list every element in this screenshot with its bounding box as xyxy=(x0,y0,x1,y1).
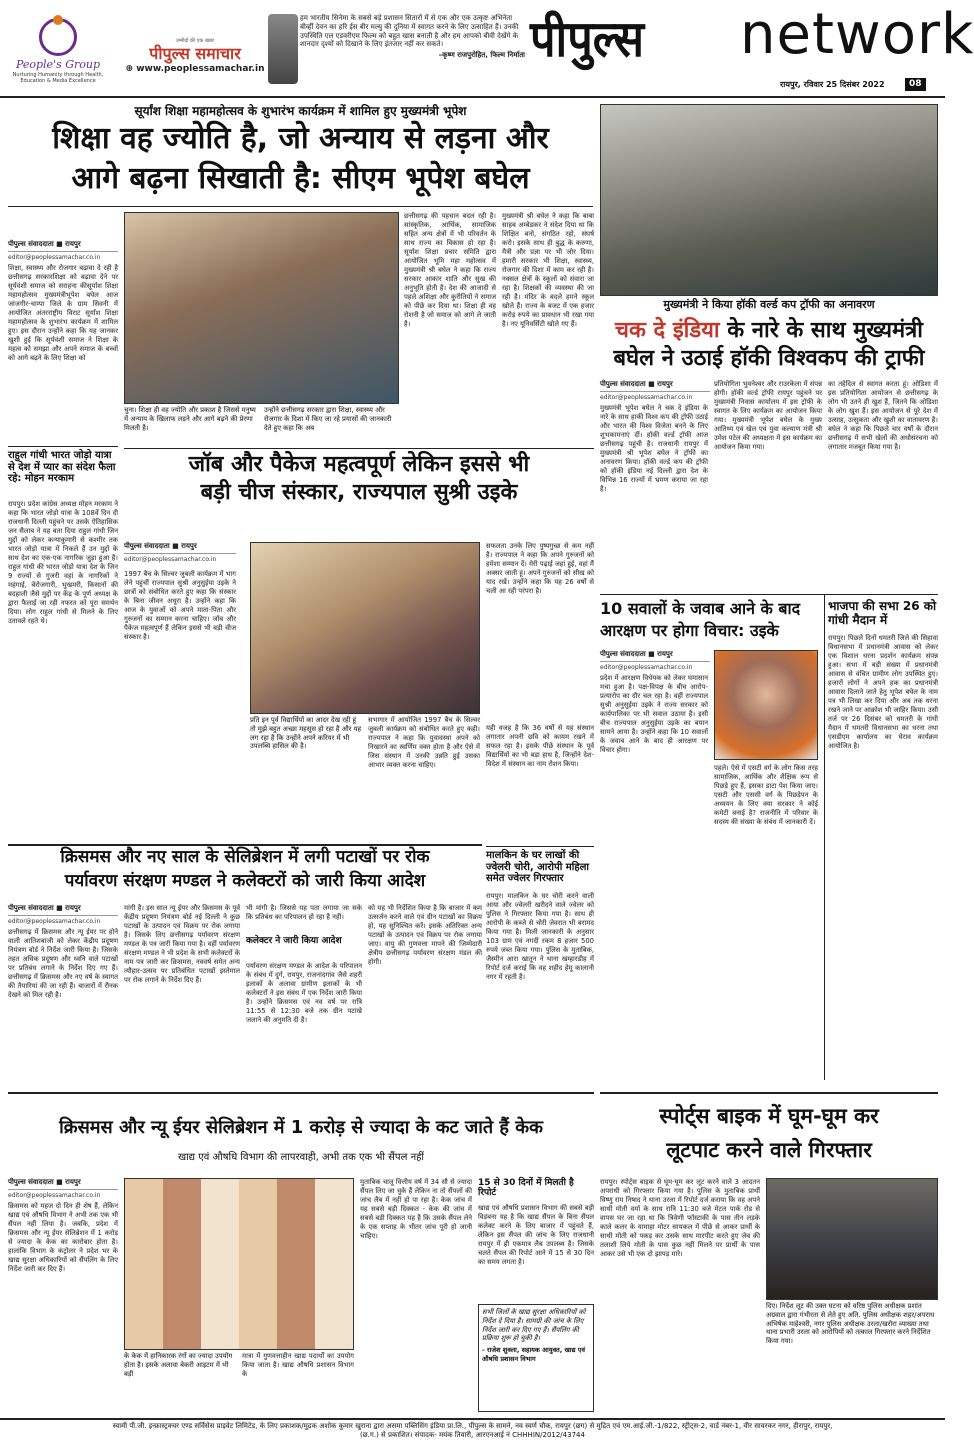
hockey-headline-line1 xyxy=(600,318,938,343)
hockey-headline-red: चक दे इंडिया xyxy=(614,318,720,343)
cake-subheadline: खाद्य एवं औषधि विभाग की लापरवाही, अभी तक एक भी सैंपल नहीं xyxy=(177,1152,425,1163)
brand-english: network xyxy=(740,2,974,67)
hockey-trophy-photo xyxy=(600,104,938,296)
story1-email: editor@peoplessamachar.co.in xyxy=(8,254,101,261)
story1-caption-2: उन्होंने छत्तीसगढ़ सरकार द्वारा शिक्षा, स्वास्थ्य और रोजगार के दिशा में किए जा रहे प्रयासों की जानकारी देते हुए कहा कि अब xyxy=(264,406,392,432)
cake-column-1: क्रिसमस को महज दो दिन ही शेष हैं, लेकिन खाद्य एवं औषधि विभाग ने अभी तक एक भी सैंपल नहीं लिया है। जबकि, प्रदेश में क्रिसमस और न्यू ईयर सेलिब्रेशन में 1 करोड़ से ज्यादा के केक का कारोबार होता है। हालांकि विभाग के कंट्रोलर ने प्रदेश भर के खाद्य सुरक्षा अधिकारियों को सैंपलिंग के लिए निर्देश जारी कर दिए हैं। xyxy=(8,1202,118,1273)
dateline: रायपुर, रविवार 25 दिसंबर 2022 xyxy=(780,80,885,89)
reservation-byline: पीपुल्स संवाददाता ■ रायपुर xyxy=(600,650,710,662)
cake-column-3: खाद्य एवं औषधि प्रशासन विभाग की सबसे बड़ी विडंबना यह है कि खाद्य सैंपल के बिना सैंपल कलेक्ट करने के लिए बाजार में पहुंचते हैं, लेकिन इस सैंपल की जांच के लिए राजधानी रायपुर में ही एकमात्र लैब उपलब्ध है। जिसके चलते सैंपल की रिपोर्ट आने में 15 से 30 दिन का समय लगता है। xyxy=(478,1204,594,1266)
divider xyxy=(124,448,594,449)
story2-column-2: सफलता उनके लिए पुष्पगुच्छ से कम नहीं है। राज्यपाल ने कहा कि अपने गुरुजनों को हमेशा सम्मान दें। मेरी पढ़ाई जहां हुई, वहां मैं अक्सर जाती हूं। अपने गुरुजनों को सीख को याद रखें। उन्होंने कहा कि यह 26 वर्षों से चली आ रही परंपरा है। xyxy=(486,542,594,595)
samachar-website: ⊕ www.peoplessamachar.in xyxy=(125,64,265,75)
divider xyxy=(486,846,594,847)
imprint-line-1: स्वामी पी.जी. इन्फ्रास्ट्रक्चर एण्ड सर्विसेस प्राइवेट लिमिटेड, के लिए प्रकाशक/मुद्रक अशोक कुमार खुराना द्वारा असमा पब्लिसिंग इंडिया प्रा.लि., पीपुल्स के सामने, नव स्वर्ण चौक, रायपुर (छग) से मुद्रित एवं एम.आई.जी.-1/822, स्ट्रीट्स-2, वार्ड नंबर-1, वीर सावरकर नगर, हीरापुर, रायपुर, xyxy=(112,1422,833,1430)
rahul-headline: राहुल गांधी भारत जोड़ो यात्रा से देश में प्यार का संदेश फैला रहे: मोहन मरकाम xyxy=(8,450,116,484)
cake-column-2b: मात्रा में गुणवत्ताहीन खाद्य पदार्थों का उपयोग किया जाता है। खाद्य औषधि प्रशासन विभाग के xyxy=(242,1352,354,1378)
fireworks-column-3: भी मांगी है। जिससे यह पता लगाया जा सके कि प्रतिबंध का परिपालन हो रहा है नहीं। xyxy=(246,904,362,921)
story2-byline: पीपुल्स संवाददाता ■ रायपुर xyxy=(124,542,236,554)
cake-column-2: मुताबिक चालू वित्तीय वर्ष में 34 सौ से ज्यादा सैंपल लिए जा चुके हैं लेकिन ना तो सैंपलों की जांच लैब में नहीं हो पा रहा है। केक जांच में यह सबसे बड़ी दिक्कत - केक की जांच में सबसे बड़ी दिक्कत यह है कि उसके सैंपल लेने के एक सप्ताह के भीतर जांच पूरी हो जानी चाहिए। xyxy=(360,1178,472,1240)
divider xyxy=(8,206,593,207)
samachar-logo xyxy=(120,38,270,76)
jewelry-headline: मालकिन के घर लाखों की ज्वेलरी चोरी, आरोपी महिला समेत ज्वेलर गिरफ्तार xyxy=(486,850,590,884)
story2-caption: प्रति इन पूर्व विद्यार्थियों का आदर देख रही हूं तो मुझे बहुत अच्छा महसूस हो रहा है और यह लग रहा है कि उन्होंने अपने करियर में भी उपलब्धि हासिल की है। xyxy=(250,716,362,751)
peoples-group-logo xyxy=(8,18,108,84)
cake-caption: के केक में हानिकारक रंगों का ज्यादा उपयोग होता है। इसके अलावा बेकरी आइटम में भी बड़ी xyxy=(124,1352,233,1378)
fireworks-column-2: मांगी है। इस साल न्यू ईयर और क्रिसमस के पूर्व केंद्रीय प्रदूषण नियंत्रण बोर्ड नई दिल्ली ने कुछ पटाखों के उत्पादन एवं विक्रय पर रोक लगाया है। जिसके लिए छत्तीसगढ़ पर्यावरण संरक्षण मण्डल के पत्र जारी किया गया है। वहीं पर्यावरण संरक्षण मण्डल ने भी प्रदेश के सभी कलेक्टरों के नाम पत्र जारी कर क्रिसमस, नववर्ष समेत अन्य त्यौहार-उत्सव पर प्रतिबंधित पटाखों इस्तेमाल पर रोक लगाने के निर्देश दिए हैं। xyxy=(124,904,240,984)
divider xyxy=(8,446,118,447)
hockey-photo-caption: मुख्यमंत्री ने किया हॉकी वर्ल्ड कप ट्रॉफी का अनावरण xyxy=(663,298,875,311)
hockey-email: editor@peoplessamachar.co.in xyxy=(600,394,693,401)
hockey-column-3: का तहेदिल से स्वागत करता हूं। ओडिशा में इस प्रतियोगिता आयोजन से छत्तीसगढ़ के लोग भी उतने ही खुश हैं, जितने कि ओडिशा के लोग खुश हैं। इस आयोजन से पूरे देश में उत्साह, उत्सुकता और खुशी का वातावरण है। बघेल ने कहा कि पिछले चार वर्षों के दौरान छत्तीसगढ़ में सभी खेलों की अधोसंरचना को लगातार मजबूत किया गया है। xyxy=(828,380,938,451)
cake-column-3-heading: 15 से 30 दिनों में मिलती है रिपोर्ट xyxy=(478,1178,574,1199)
governor-photo xyxy=(714,650,818,760)
story1-photo xyxy=(124,212,399,404)
cake-headline: क्रिसमस और न्यू ईयर सेलिब्रेशन में 1 करोड़ से ज्यादा के कट जाते हैं केक xyxy=(59,1117,543,1138)
bike-headline-line1: स्पोर्ट्स बाइक में घूम-घूम कर xyxy=(659,1104,879,1128)
story2-column-3: सभागार में आयोजित 1997 बैच के सिल्वर जुबली कार्यक्रम को संबोधित करते हुए कही। राज्यपाल ने कहा कि युवावस्था अपने को निखारने का स्वर्णिम वक्त होता है और ऐसे में जिस संस्थान में उनकी उन्नति हुई उसका आभार व्यक्त करना चाहिए। xyxy=(368,716,480,769)
quote-author: –कृष्ण राजपुरोहित, फिल्म निर्माता xyxy=(438,51,525,59)
hockey-column-2: प्रतियोगिता भुवनेश्वर और राउरकेला में संपन्न होगी। हॉकी वर्ल्ड ट्रॉफी रायपुर पहुंचने पर मुख्यमंत्री निवास कार्यालय में इस ट्रॉफी के स्वागत के लिए कार्यक्रम का आयोजन किया गया। मुख्यमंत्री भूपेश बघेल के मुख्य आतिथ्य एवं खेल एवं युवा कल्याण मंत्री श्री उमेश पटेल की अध्यक्षता में इस कार्यक्रम का आयोजन किया गया। xyxy=(714,380,822,451)
imprint-line-2: (छ.ग.) से प्रकाशित। संपादक- मयंक तिवारी, आरएनआई नं CHHHIN/2012/43744 xyxy=(360,1430,585,1439)
fireworks-byline: पीपुल्स संवाददाता ■ रायपुर xyxy=(8,904,118,916)
divider xyxy=(8,844,482,846)
rahul-body: रायपुर। प्रदेश कांग्रेस अध्यक्ष मोहन मरकाम ने कहा कि भारत जोड़ो यात्रा के 108वें दिन दी राजधानी दिल्ली पहुंचने पर उसके ऐतिहासिक जन सैलाब ने यह बता दिया राहुल गांधी जिन मुद्दों को लेकर कन्याकुमारी से कश्मीर तक भारत जोड़ो यात्रा में निकले हैं उन मुद्दों के साथ देश का एक-एक नागरिक जुड़ा हुआ है। राहुल गांधी की भारत जोड़ो यात्रा देश के जिन 9 राज्यों से गुजरी वहां के नागरिकों ने महंगाई, बेरोजगारी, भुखमरी, किसानों की बदहाली जैसे मुद्दों पर केंद्र के पूर्ण अध्यक्ष के द्वारा फैलाई जा रही नफरत को पूरा समर्थन दिया। लोग राहुल गांधी से मिलने के लिए उतावले रहते थे। xyxy=(8,500,118,625)
story2-photo xyxy=(250,542,480,714)
samachar-name: पीपुल्स समाचार xyxy=(149,44,241,64)
brand-logo xyxy=(530,2,974,78)
fireworks-column-4: को यह भी निर्देशित किया है कि बाजार में कम उत्सर्जन करने वाले एवं ग्रीन पटाखों का विक्रय हो, यह सुनिश्चित करें। इसके अतिरिक्त अन्य पटाखों के उत्पादन एवं विक्रय पर रोक लगाया जाए। वायु की गुणवत्ता मापने की जिम्मेदारी क्षेत्रीय छत्तीसगढ़ पर्यावरण संरक्षण मंडल की होगी। xyxy=(368,904,482,966)
samachar-small: उम्मीदों की एक खबर xyxy=(176,38,214,44)
story1-column-2: छत्तीसगढ़ की पहचान बदल रही है। सांस्कृतिक, आर्थिक, सामाजिक सहित अन्य क्षेत्रों में भी परिवर्तन के साथ राज्य का विकास हो रहा है। सूर्यांश शिक्षा प्रचार समिति द्वारा आयोजित भूमि महा महोत्सव में मुख्यमंत्री श्री बघेल ने कहा कि राज्य सरकार आकार शाति और सुख की अनुभूति होती है। देश की आजादी से पहले अशिक्षा और कुरीतियों ने समाज को पीछे कर दिया था। शिक्षा ही वह रोशनी है जो समाज को आगे ले जाती है। xyxy=(404,212,496,328)
reservation-email: editor@peoplessamachar.co.in xyxy=(600,664,693,671)
story1-headline-line2: आगे बढ़ना सिखाती है: सीएम भूपेश बघेल xyxy=(71,161,530,196)
bike-body: रायपुर। स्पोर्ट्स बाइक से घूम-घूम कर लूट करने वाले 3 आदतन अपराधी को गिरफ्तार किया गया है। पुलिस के मुताबिक प्रार्थी विष्णु राम निषाद ने थाना उरला में रिपोर्ट दर्ज कराया कि वह अपने साथी मोती वर्मा के साथ रात्रि 11:30 बजे मेटल पार्क रोड से वापस घर जा रहा था कि त्रिवेणी फॉस्टाकी के पास तीन लड़के काले कलर के यामाहा मोटर सायकल में पीछे से आकर प्रार्थी के साथी मोती को पकड़ कर उसके साथ मारपीट करते हुए जेब की तलाशी लिये मोती के पास कुछ नहीं मिलने पर प्रार्थी के पास आकर उसे भी एक दो झापड़ मारे। xyxy=(600,1178,760,1258)
fireworks-headline-line2: पर्यावरण संरक्षण मण्डल ने कलेक्टरों को जारी किया आदेश xyxy=(64,871,426,891)
group-tagline: Nurturing Humanity through Health, Education & Media Excellence xyxy=(12,71,104,84)
cake-quote-author: - राजेश शुक्ला, सहायक आयुक्त, खाद्य एवं औषधि प्रशासन विभाग xyxy=(482,1346,586,1363)
bjp-body: रायपुर। पिछले दिनों धमतरी जिले की सिहावा विधानसभा में प्रधानमंत्री आवास को लेकर एक विशाल धरना प्रदर्शन कार्यक्रम संपन्न हुआ। सभा में बड़ी संख्या में प्रधानमंत्री आवास से वंचित ग्रामीण लोग उपस्थित हुए। हजारों लोगों ने अपने हक का प्रधानमंत्री आवास दिलाने जाते हेतु भूपेश बघेल के नाम पत्र भी लिखा कर दिया और अब तक धरना रखने जाने पर आक्रोश भी जाहिर किया। उसी तर्ज पर 26 दिसंबर को धमतरी के गांधी मैदान में धमतरी विधानसभा का धरना तथा एसडीएम कार्यालय का घेराव कार्यक्रम आयोजित है। xyxy=(828,634,938,750)
page-number: 08 xyxy=(905,78,926,91)
cake-quote-box xyxy=(478,1304,594,1412)
story2-headline-line2: बड़ी चीज संस्कार, राज्यपाल सुश्री उइके xyxy=(200,480,518,505)
hockey-headline-line2: बघेल ने उठाई हॉकी विश्वकप की ट्राफी xyxy=(613,346,925,371)
story2-headline-line1: जॉब और पैकेज महत्वपूर्ण लेकिन इससे भी xyxy=(188,452,530,477)
masthead xyxy=(0,0,974,98)
divider xyxy=(8,1092,594,1094)
cake-quote-text: सभी जिलों के खाद्य सुरक्षा अधिकारियों को निर्देश दे दिया है। सामग्री की जांच के लिए निर्देश जारी कर दिए गए हैं। सैंपलिंग की प्रक्रिया शुरू हो चुकी है। xyxy=(482,1308,586,1343)
brand-hindi: पीपुल्स xyxy=(530,10,645,68)
jewelry-body: रायपुर। मालकिन के घर चोरी करने वाली आया और ज्वेलरी खरीदने वाले ज्वेलर को पुलिस ने गिरफ्तार किया गया है। साथ ही आरोपी के कब्जे से चोरी जेवरात भी बरामद किया गया है। मिली जानकारी के अनुसार 103 ग्राम एवं नगदी रकम 8 हजार 500 रुपये जब्त किया गया। पुलिस के मुताबिक, जैस्मीन आरा खातून ने थाना खम्हारडीह में रिपोर्ट दर्ज कराई कि वह शहीद हेमू कालानी नगर में रहती है। xyxy=(486,892,594,981)
hockey-column-1: मुख्यमंत्री भूपेश बघेल ने चक दे इंडिया के नारे के साथ हाकी विश्व कप की ट्रॉफी उठाई और भारत की विश्व विजेता बनने के लिए शुभकामनाएं दीं। हॉकी वर्ल्ड ट्रॉफी आज छत्तीसगढ़ पहुंची है। राजधानी रायपुर में मुख्यमंत्री श्री भूपेश बघेल ने ट्रॉफी का अनावरण किया। हॉकी वर्ल्ड कप की ट्रॉफी को हॉकी इंडिया नई दिल्ली द्वारा देश के विभिन्न 16 राज्यों में भ्रमण कराया जा रहा है। xyxy=(600,404,708,493)
story1-headline-line1: शिक्षा वह ज्योति है, जो अन्याय से लड़ना और xyxy=(52,121,549,156)
story2-column-4: यही वजह है कि 36 वर्षों से यह संस्थान लगातार अपनी छवि को कायम रखने में सफल रहा है। इसके पीछे संस्थान के पूर्व विद्यार्थियों का भी बड़ा हाथ है, जिन्होंने देश-विदेश में संस्थान का नाम रोशन किया। xyxy=(486,724,594,768)
story1-column-1: शिक्षा, स्वास्थ्य और रोजगार बढ़ावा दे रही है छत्तीसगढ़ सरकारशिक्षा को बढ़ावा देने पर सूर्यवंशी समाज को सराहना कीसूर्यांश शिक्षा महामहोत्सव मुख्यमंत्रीभूपेश बघेल आज जांजगीर-चाम्पा जिले के ग्राम सिवनी में आयोजित अंतरराष्ट्रीय विराट सूर्यांश शिक्षा महामहोत्सव के शुभारंभ कार्यक्रम में शामिल हुए। इस दौरान उन्होंने कहा कि यह जानकर खुशी हुई कि सूर्यवंशी समाज ने शिक्षा के महत्व को समझा और अपने समाज के बच्चों को आगे बढ़ने के लिए शिक्षा को xyxy=(8,264,118,362)
story2-email: editor@peoplessamachar.co.in xyxy=(124,556,217,563)
story2-column-1: 1997 बैच के सिल्वर जुबली कार्यक्रम में भाग लेने पहुंचीं राज्यपाल सुश्री अनुसुईया उइके ने छात्रों को संबोधित करते हुए कहा कि संस्कार के बिना जीवन अधूरा है। उन्होंने कहा कि आज के युवाओं को अपने माता-पिता और गुरुजनों का सम्मान करना चाहिए। जॉब और पैकेज महत्वपूर्ण हैं लेकिन इससे भी बड़ी चीज संस्कार है। xyxy=(124,570,236,641)
reservation-headline-line2: आरक्षण पर होगा विचार: उइके xyxy=(600,621,779,640)
fireworks-column-3b: पर्यावरण संरक्षण मण्डल के आदेश के परिपालन के संबंध में दुर्ग, रायपुर, राजनांदगांव जैसे शहरी इलाकों के अलावा ग्रामीण इलाकों के भी कलेक्टरों ने इस संबंध में एक निर्देश जारी किया है। उन्होंने क्रिसमस एवं नव वर्ष पर रात्रि 11:55 से 12:30 बजे तक ग्रीन पटाखे जलाने की अनुमति दी है। xyxy=(246,962,362,1024)
divider xyxy=(824,594,825,1080)
divider xyxy=(600,594,938,595)
quote-author-photo xyxy=(268,14,298,84)
hockey-headline-rest: के नारे के साथ मुख्यमंत्री xyxy=(719,318,924,343)
bike-headline-line2: लूटपाट करने वाले गिरफ्तार xyxy=(666,1138,872,1162)
cakes-photo xyxy=(124,1178,354,1350)
fireworks-column-1: छत्तीसगढ़ में क्रिसमस और न्यू ईयर पर होने वाली आतिशबाजी को लेकर केंद्रीय प्रदूषण नियंत्रण बोर्ड ने निर्देश जारी किया है। जिसके तहत अधिक प्रदूषण और ध्वनि वाले पटाखों पर प्रतिबंध लगाने के निर्देश दिए गए हैं। छत्तीसगढ़ में क्रिसमस और नए वर्ष के स्वागत की तैयारियां की जा रही हैं। बाजारों में रौनक देखने को मिल रही है। xyxy=(8,928,118,999)
story1-column-3: मुख्यमंत्री श्री बघेल ने कहा कि बाबा साहब अम्बेडकर ने संदेश दिया था कि शिक्षित बनो, संगठित रहो, संघर्ष करो। इसके साथ ही बुद्ध के करुणा, मैत्री और प्रज्ञा पर भी जोर दिया। हमारी सरकार भी शिक्षा, स्वास्थ्य, रोजगार की दिशा में काम कर रही है। नक्सल क्षेत्रों के स्कूलों को संवारा जा रहा है। शिक्षकों की व्यवस्था की जा रही है। मंदिर के बदले हमने स्कूल खोले हैं। राज्य के बजट में एक हजार करोड़ रुपये का प्रावधान भी रखा गया है। नए यूनिवर्सिटी खोले गए हैं। xyxy=(502,212,594,328)
reservation-body-2: पहले। ऐसे में एसटी वर्ग के लोग किस तरह सामाजिक, आर्थिक और शैक्षिक रूप से पिछड़े हुए हैं, इसका डाटा पेश किया जाए। एसटी और एससी वर्ग के पिछड़ेपन के अध्ययन के लिए क्या सरकार ने कोई कमेटी बनाई है? राजनीति में परिवार के सदस्य की संख्या के संबंध में जानकारी दें। xyxy=(714,764,818,826)
cake-email: editor@peoplessamachar.co.in xyxy=(8,1192,101,1199)
bike-caption: दिए। निर्देश लूट की उक्त घटना को वरिष्ठ पुलिस अधीक्षक प्रशांत अग्रवाल द्वारा गंभीरता से लेते हुए अति. पुलिस अधीक्षक शहर/अपराध अभिषेक माहेश्वरी, नगर पुलिस अधीक्षक उरला/खरोरा व्याख्या तथा थाना प्रभारी उरला को आरोपियों को तत्काल गिरफ्तार करने निर्देशित किया गया। xyxy=(766,1302,935,1346)
divider xyxy=(600,1092,938,1094)
fireworks-headline-line1: क्रिसमस और नए साल के सेलिब्रेशन में लगी पटाखों पर रोक xyxy=(60,847,430,867)
cake-byline: पीपुल्स संवाददाता ■ रायपुर xyxy=(8,1178,118,1190)
reservation-body: प्रदेश में आरक्षण विधेयक को लेकर घमासान मचा हुआ है। पक्ष-विपक्ष के बीच आरोप-प्रत्यारोप का दौर चल रहा है। वहीं राज्यपाल सुश्री अनुसुईया उइके ने राज्य सरकार को कार्यपालिका पर भी सवाल उठाया है। इसी बीच राज्यपाल अनुसुईया उइके का बयान सामने आया है। उन्होंने कहा कि 10 सवालों के जवाब आने के बाद ही आरक्षण पर विचार होगा। xyxy=(600,674,708,754)
arrested-accused-photo xyxy=(766,1178,938,1300)
story1-kicker: सूर्यांश शिक्षा महामहोत्सव के शुभारंभ कार्यक्रम में शामिल हुए मुख्यमंत्री भूपेश xyxy=(134,104,467,118)
imprint-footer xyxy=(0,1418,945,1445)
fireworks-subhead: कलेक्टर ने जारी किया आदेश xyxy=(246,936,342,946)
globe-icon: ⊕ xyxy=(125,64,137,75)
quote-text: हम भारतीय सिनेमा के सबसे बड़े प्रशासन सितारों में से एक और एक उत्कृष्ट अभिनेता बीर्व्ही देवन का हरि ईस बीर मल्यु की दुनिया में स्वागत करने के लिए उत्साहित हैं। उनकी उपस्थिति एल एडवरीएम फिल्म को बहुत खास बनाती है और हम आपको बीवी देखेंगे के शानदार दृश्यों को दिखाने के लिए इंतजार नहीं कर सकते। xyxy=(300,14,519,49)
story1-caption: चुना। शिक्षा ही वह ज्योति और प्रकाश है जिससे मनुष्य में अन्याय के खिलाफ लड़ने और आगे बढ़ने की प्रेरणा मिलती है। xyxy=(124,406,256,432)
story1-byline: पीपुल्स संवाददाता ■ रायपुर xyxy=(8,240,118,252)
fireworks-email: editor@peoplessamachar.co.in xyxy=(8,918,101,925)
hockey-byline: पीपुल्स संवाददाता ■ रायपुर xyxy=(600,380,710,392)
reservation-headline-line1: 10 सवालों के जवाब आने के बाद xyxy=(600,599,801,618)
bjp-headline: भाजपा की सभा 26 को गांधी मैदान में xyxy=(828,599,937,627)
masthead-quote xyxy=(300,14,525,84)
peoples-group-emblem-icon xyxy=(39,18,77,56)
group-name: People's Group xyxy=(15,58,101,71)
